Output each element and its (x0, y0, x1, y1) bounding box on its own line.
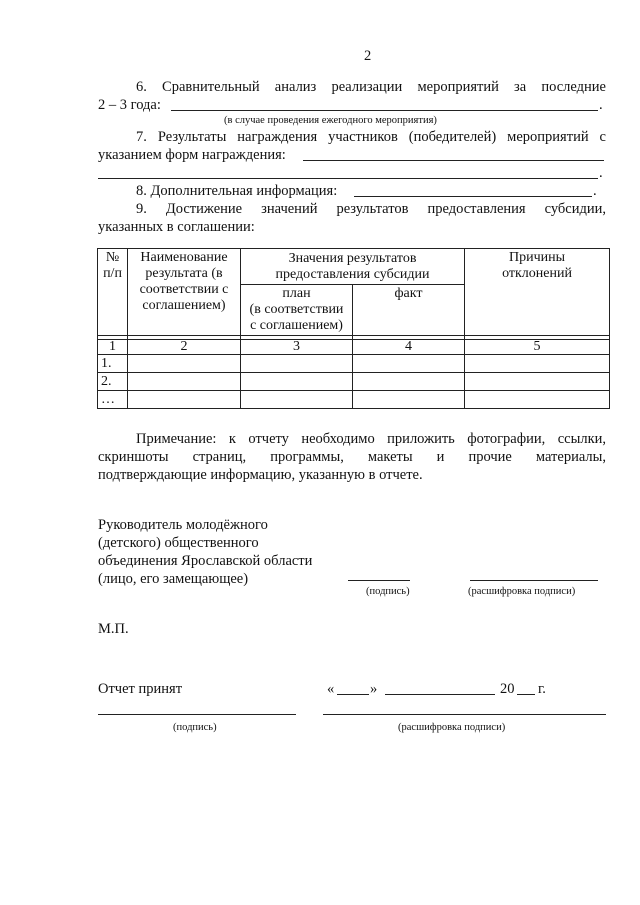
item9-line2: указанных в соглашении: (98, 219, 255, 235)
item7-line1: 7. Результаты награждения участников (победителей) мероприятий с (136, 129, 606, 145)
item8-end: . (593, 183, 597, 199)
column-numbers-row (98, 340, 610, 355)
note-line2: скриншоты страниц, программы, макеты и прочие материалы, (98, 449, 606, 465)
quote-close: » (370, 681, 378, 697)
year-prefix: 20 (500, 681, 515, 697)
header-plan: план (в соответствии с соглашением) (241, 285, 353, 336)
table-cell[interactable] (353, 373, 465, 391)
item6-answer-line[interactable] (171, 110, 598, 111)
header-reasons: Причины отклонений (465, 249, 610, 336)
table-cell[interactable] (128, 391, 241, 409)
item6-line2-prefix: 2 – 3 года: (98, 97, 161, 113)
table-cell[interactable] (465, 391, 610, 409)
table-cell[interactable] (128, 373, 241, 391)
item8-label: 8. Дополнительная информация: (136, 183, 338, 199)
header-fact: факт (353, 285, 465, 336)
table-cell[interactable] (465, 373, 610, 391)
signatory-signature-hint: (подпись) (366, 586, 410, 597)
column-number: 4 (353, 340, 465, 355)
table-row (98, 391, 610, 409)
table-cell[interactable] (465, 355, 610, 373)
signatory-signature-line[interactable] (348, 580, 410, 581)
results-table (97, 248, 610, 409)
row-number: … (98, 391, 128, 409)
accepted-decoding-line[interactable] (323, 714, 606, 715)
table-cell[interactable] (353, 391, 465, 409)
header-values: Значения результатов предоставления субсидии (241, 249, 465, 285)
item6-line1: 6. Сравнительный анализ реализации мероприятий за последние (136, 79, 606, 95)
table-row (98, 373, 610, 391)
table-cell[interactable] (353, 355, 465, 373)
table-cell[interactable] (241, 373, 353, 391)
year-suffix: г. (538, 681, 546, 697)
header-num: № п/п (98, 249, 128, 336)
column-number: 1 (98, 340, 128, 355)
table-cell[interactable] (241, 355, 353, 373)
item7-line3-end: . (599, 165, 603, 181)
header-name: Наименование результата (в соответствии с соглашением) (128, 249, 241, 336)
column-number: 5 (465, 340, 610, 355)
item7-line2-prefix: указанием форм награждения: (98, 147, 286, 163)
item7-answer-line-1[interactable] (303, 160, 604, 161)
item8-answer-line[interactable] (354, 196, 592, 197)
item7-answer-line-2[interactable] (98, 178, 598, 179)
note-line1: Примечание: к отчету необходимо приложить фотографии, ссылки, (136, 431, 606, 447)
table-cell[interactable] (128, 355, 241, 373)
accepted-signature-hint: (подпись) (173, 722, 217, 733)
item6-hint: (в случае проведения ежегодного мероприятия) (224, 115, 437, 126)
table-cell[interactable] (241, 391, 353, 409)
column-number: 3 (241, 340, 353, 355)
quote-open: « (327, 681, 335, 697)
signatory-line: Руководитель молодёжного (98, 517, 268, 533)
table-row (98, 355, 610, 373)
signatory-line: (детского) общественного (98, 535, 259, 551)
row-number: 2. (98, 373, 128, 391)
page-number: 2 (364, 48, 372, 64)
item9-line1: 9. Достижение значений результатов предоставления субсидии, (136, 201, 606, 217)
signatory-line: объединения Ярославской области (98, 553, 313, 569)
year-line[interactable] (517, 694, 535, 695)
accepted-label: Отчет принят (98, 681, 183, 697)
signatory-decoding-line[interactable] (470, 580, 598, 581)
row-number: 1. (98, 355, 128, 373)
signatory-line: (лицо, его замещающее) (98, 571, 249, 587)
column-number: 2 (128, 340, 241, 355)
accepted-decoding-hint: (расшифровка подписи) (398, 722, 506, 733)
item6-line2-end: . (599, 97, 603, 113)
signatory-decoding-hint: (расшифровка подписи) (468, 586, 576, 597)
day-line[interactable] (337, 694, 369, 695)
month-line[interactable] (385, 694, 495, 695)
accepted-signature-line[interactable] (98, 714, 296, 715)
note-line3: подтверждающие информацию, указанную в отчете. (98, 467, 423, 483)
stamp-label: М.П. (98, 621, 129, 637)
